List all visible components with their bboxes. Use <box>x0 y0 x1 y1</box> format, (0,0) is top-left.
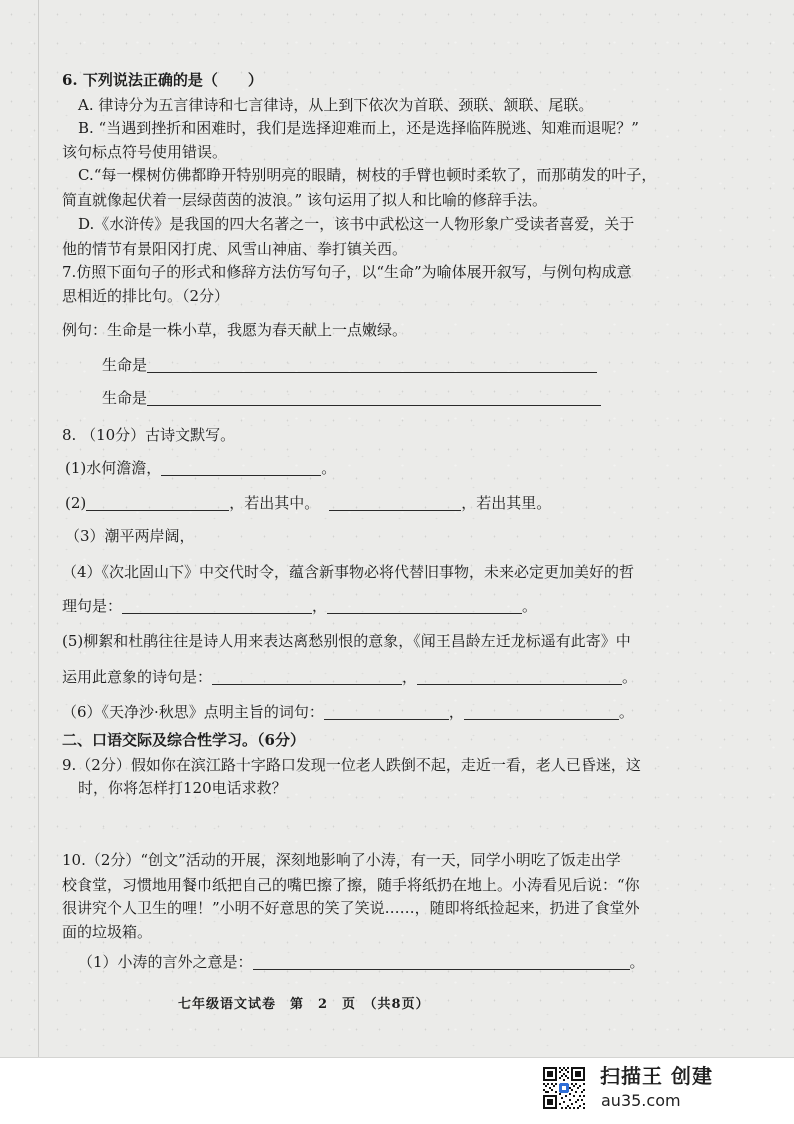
q6-option-c-line-2: 简直就像起伏着一层绿茵茵的波浪。” 该句运用了拟人和比喻的修辞手法。 <box>62 191 547 209</box>
scan-edge-left <box>38 0 39 1058</box>
q8-item-mid: ， <box>402 668 418 686</box>
q10-line-2: 校食堂，习惯地用餐巾纸把自己的嘴巴擦了擦，随手将纸扔在地上。小涛看见后说：“你 <box>62 876 640 894</box>
q8-item-end: 。 <box>622 668 638 686</box>
q8-item-6 <box>62 702 634 722</box>
answer-blank <box>324 705 449 720</box>
q8-item-3 <box>65 526 195 546</box>
q8-item-end: 。 <box>618 703 634 721</box>
q8-item-end: 。 <box>321 459 337 477</box>
q8-item-text: (1)水何澹澹， <box>65 459 162 477</box>
scanner-site-watermark: au35.com <box>601 1091 681 1110</box>
q8-item-4-answer <box>62 596 537 616</box>
q8-item-end: ，若出其里。 <box>461 494 552 512</box>
answer-blank <box>253 955 630 970</box>
page-footer: 七年级语文试卷 第 2 页 （共8页） <box>178 997 430 1012</box>
answer-blank <box>329 496 461 511</box>
q7-stem-line-2: 思相近的排比句。（2分） <box>62 287 230 305</box>
q6-option-b-line-1: B. “当遇到挫折和困难时，我们是选择迎难而上，还是选择临阵脱逃、知难而退呢？” <box>78 119 639 137</box>
q6-option-d-line-2: 他的情节有景阳冈打虎、风雪山神庙、拳打镇关西。 <box>62 240 408 258</box>
q7-stem-line-1: 7.仿照下面句子的形式和修辞方法仿写句子，以“生命”为喻体展开叙写，与例句构成意 <box>62 263 632 281</box>
scanner-brand-watermark: 扫描王 创建 <box>600 1064 713 1088</box>
q10-line-4: 面的垃圾箱。 <box>62 923 153 941</box>
q8-item-5-answer <box>62 667 637 687</box>
q8-item-mid: ，若出其中。 <box>229 494 320 512</box>
q8-item-text: 运用此意象的诗句是： <box>62 668 213 686</box>
answer-blank <box>212 670 402 685</box>
q10-line-3: 很讲究个人卫生的哩！”小明不好意思的笑了笑说……，随即将纸捡起来，扔进了食堂外 <box>62 899 640 917</box>
q7-answer-prefix: 生命是 <box>102 356 148 374</box>
q8-stem: 8. （10分）古诗文默写。 <box>62 426 236 444</box>
scan-edge-bottom <box>0 1057 794 1058</box>
q10-line-1: 10.（2分）“创文”活动的开展，深刻地影响了小涛，有一天，同学小明吃了饭走出学 <box>62 851 621 869</box>
q8-item-text: 理句是： <box>62 597 123 615</box>
q7-answer-line-2 <box>102 388 601 408</box>
q10-sub-question-1 <box>78 952 645 972</box>
q6-option-c-line-1: C.“每一棵树仿佛都睁开特别明亮的眼睛，树枝的手臂也顿时柔软了，而那萌发的叶子， <box>78 166 657 184</box>
answer-blank <box>122 599 312 614</box>
answer-blank <box>147 358 597 373</box>
q8-item-5-prompt: (5)柳絮和杜鹃往往是诗人用来表达离愁别恨的意象，《闻王昌龄左迁龙标遥有此寄》中 <box>62 632 631 650</box>
answer-blank <box>86 496 229 511</box>
q8-item-text: （3）潮平两岸阔， <box>65 527 195 545</box>
q8-item-mid: ， <box>312 597 328 615</box>
q8-item-text: (2) <box>65 494 87 512</box>
q8-item-text: （6）《天净沙·秋思》点明主旨的词句： <box>62 703 324 721</box>
q8-item-2 <box>65 493 551 513</box>
answer-blank <box>327 599 522 614</box>
q7-example: 例句：生命是一株小草，我愿为春天献上一点嫩绿。 <box>62 321 408 339</box>
answer-blank <box>417 670 622 685</box>
q10-sub-question-end: 。 <box>629 953 645 971</box>
q8-item-end: 。 <box>522 597 538 615</box>
answer-blank <box>161 461 321 476</box>
answer-blank <box>464 705 619 720</box>
q7-answer-line-1 <box>102 355 597 375</box>
q8-item-1 <box>65 458 336 478</box>
q10-sub-question-text: （1）小涛的言外之意是： <box>78 953 253 971</box>
q6-stem: 6. 下列说法正确的是（ ） <box>62 71 263 89</box>
qr-code-icon <box>543 1067 585 1109</box>
q8-item-4-prompt: （4）《次北固山下》中交代时令，蕴含新事物必将代替旧事物，未来必定更加美好的哲 <box>62 563 635 581</box>
section-2-title: 二、口语交际及综合性学习。（6分） <box>62 731 305 749</box>
q9-line-2: 时，你将怎样打120电话求救？ <box>78 779 287 797</box>
q9-line-1: 9.（2分）假如你在滨江路十字路口发现一位老人跌倒不起，走近一看，老人已昏迷，这 <box>62 756 641 774</box>
q6-option-a: A. 律诗分为五言律诗和七言律诗，从上到下依次为首联、颈联、颔联、尾联。 <box>78 96 594 114</box>
q6-option-b-line-2: 该句标点符号使用错误。 <box>62 143 228 161</box>
q8-item-mid: ， <box>448 703 464 721</box>
q7-answer-prefix: 生命是 <box>102 389 148 407</box>
q6-option-d-line-1: D.《水浒传》是我国的四大名著之一，该书中武松这一人物形象广受读者喜爱，关于 <box>78 215 635 233</box>
answer-blank <box>147 391 601 406</box>
